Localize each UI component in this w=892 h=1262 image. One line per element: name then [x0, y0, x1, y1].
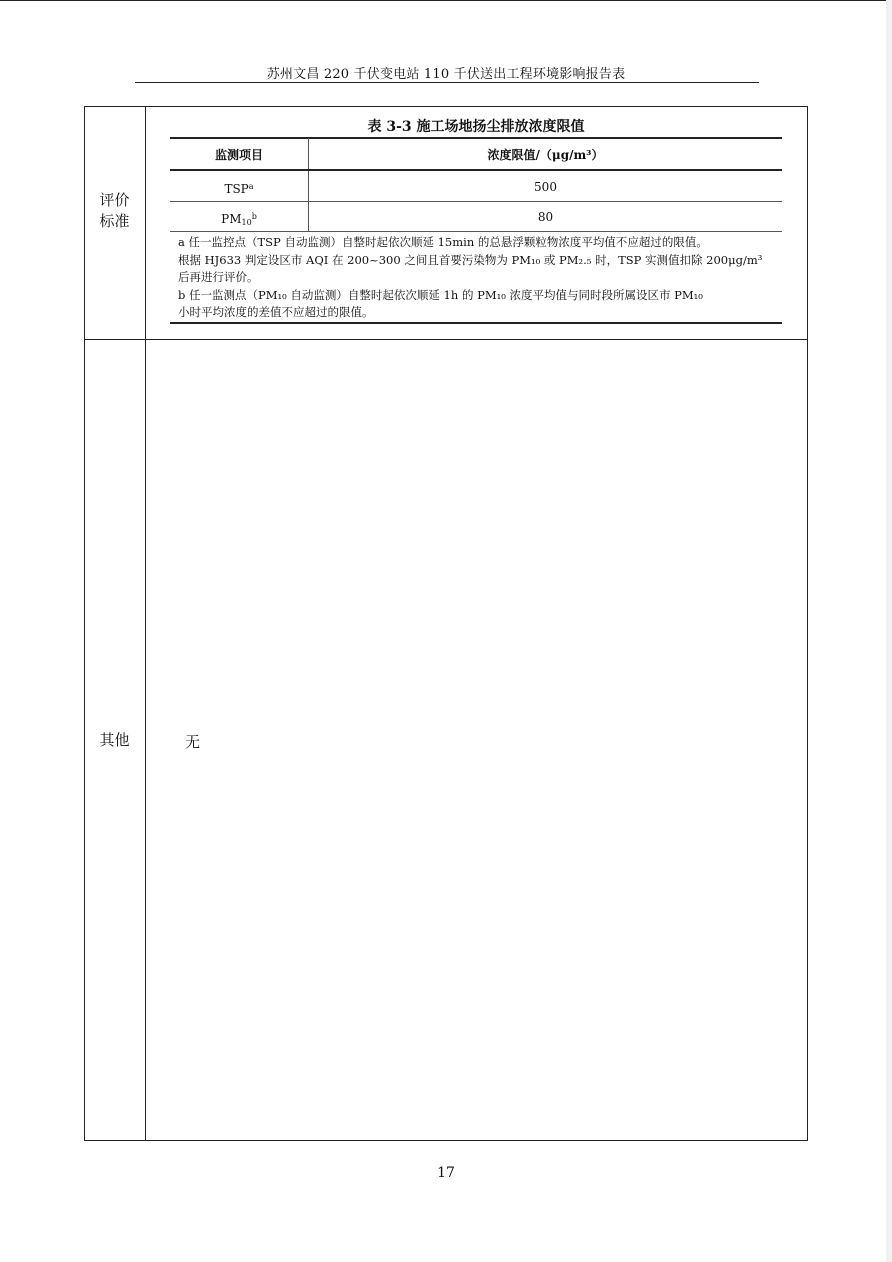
- col-header-item: 监测项目: [214, 148, 263, 162]
- header-rule: [135, 82, 759, 83]
- page-edge-shade: [886, 0, 892, 1262]
- item-sup: a: [248, 182, 254, 191]
- item-sup: b: [251, 212, 257, 221]
- note-b-line2: 小时平均浓度的差值不应超过的限值。: [178, 305, 374, 319]
- top-border: [0, 0, 892, 1]
- form-column-divider: [145, 106, 146, 1141]
- table-row-item: [170, 209, 308, 231]
- item-base: PM: [221, 212, 242, 226]
- item-base: TSP: [224, 182, 249, 196]
- note-a-line3: 后再进行评价。: [178, 270, 259, 284]
- table-title: 表 3-3 施工场地扬尘排放浓度限值: [367, 119, 585, 135]
- criteria-row-label: [84, 190, 145, 232]
- item-sub: 10: [241, 218, 252, 227]
- table-notes-rule: [170, 231, 782, 232]
- table-row-limit: 80: [537, 210, 554, 224]
- table-row-item: [170, 179, 308, 197]
- note-b-line1: b 任一监测点（PM₁₀ 自动监测）自整时起依次顺延 1h 的 PM₁₀ 浓度平均值与同时段所属设区市 PM₁₀: [178, 288, 703, 302]
- other-value: 无: [185, 733, 201, 751]
- table-header-rule: [170, 169, 782, 171]
- criteria-label-line1: 评价: [99, 191, 130, 209]
- table-top-rule: [170, 137, 782, 139]
- table-row-limit: 500: [534, 180, 557, 194]
- note-a-line1: a 任一监控点（TSP 自动监测）自整时起依次顺延 15min 的总悬浮颗粒物浓度平均值不应超过的限值。: [178, 235, 708, 249]
- table-row-rule: [170, 201, 782, 202]
- col-header-limit: 浓度限值/（μg/m³）: [487, 148, 604, 162]
- other-row-label: 其他: [99, 731, 130, 749]
- note-a-line2: 根据 HJ633 判定设区市 AQI 在 200~300 之间且首要污染物为 PM₁₀ 或 PM₂.₅ 时，TSP 实测值扣除 200μg/m³: [178, 253, 763, 267]
- page-number: 17: [437, 1165, 455, 1181]
- form-row-divider: [84, 339, 808, 340]
- table-bottom-rule: [170, 322, 782, 324]
- criteria-label-line2: 标准: [99, 212, 130, 230]
- page-header-title: 苏州文昌 220 千伏变电站 110 千伏送出工程环境影响报告表: [266, 67, 626, 82]
